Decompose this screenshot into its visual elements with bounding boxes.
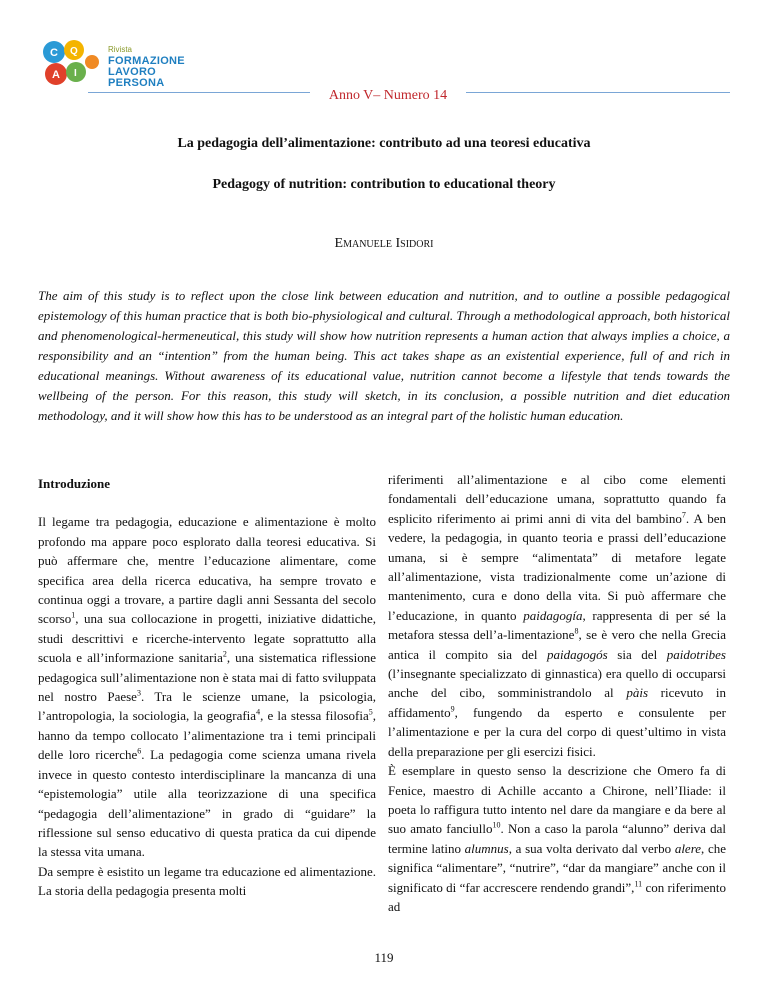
text-run: , a sua volta derivato dal verbo bbox=[508, 840, 675, 856]
footnote-ref: 9 bbox=[450, 704, 455, 714]
text-run: , fungendo da esperto e consulente per l’alimentazione e per la cura del corpo di quest’ultimo in vista della preparazione per gli esercizi fisici. bbox=[388, 704, 726, 759]
header-rule-left bbox=[88, 92, 310, 93]
italic-term: alumnus bbox=[464, 840, 509, 856]
author-name bbox=[0, 236, 768, 252]
text-run: riferimenti all’alimentazione e al cibo come elementi fondamentali dell’educazione umana, soprattutto quando fa esplicito riferimento ai primi anni di vita del bambino bbox=[388, 472, 726, 526]
body-paragraph bbox=[388, 470, 726, 761]
text-run: , hanno da tempo collocato l’alimentazione tra i temi principali delle loro ricerche bbox=[38, 708, 376, 763]
text-run: con riferimento ad bbox=[388, 879, 726, 914]
footnote-ref: 5 bbox=[368, 708, 373, 718]
logo-line-persona: PERSONA bbox=[108, 77, 165, 89]
article-title-italian: La pedagogia dell’alimentazione: contributo ad una teoresi educativa bbox=[177, 136, 591, 151]
body-paragraph bbox=[388, 761, 726, 916]
logo-badge-q: Q bbox=[70, 46, 78, 57]
text-run: Il legame tra pedagogia, educazione e alimentazione è molto profondo ma appare poco esplorato dalla teoresi educativa. Si può affermare che, mentre l’educazione alimentare, come specifica area della ricerca educativa, ha sempre trovato e continua oggi a trovare, a partire dagli anni Sessanta del secolo scorso bbox=[38, 514, 376, 627]
section-heading: Introduzione bbox=[38, 476, 110, 491]
text-run: , rappresenta di per sé la metafora stessa dell’a-limentazione bbox=[388, 607, 726, 643]
text-run: . A ben vedere, la pedagogia, in quanto teoria e prassi dell’educazione umana, si è sempre “alimentata” di metafore legate all’alimentazione, vista tradizionalmente come un’azione di mantenimento, cura e dono della vita. Si può affermare che l’educazione, in quanto bbox=[388, 510, 726, 623]
text-run: ricevuto in affidamento bbox=[388, 685, 726, 720]
footnote-ref: 3 bbox=[136, 688, 141, 698]
footnote-ref: 11 bbox=[634, 879, 643, 889]
logo-line-lavoro: LAVORO bbox=[108, 66, 157, 78]
issue-label: Anno V– Numero 14 bbox=[328, 88, 448, 103]
text-run: Da sempre è esistito un legame tra educazione ed alimentazione. La storia della pedagogia presenta molti bbox=[38, 863, 376, 899]
italic-term: pàis bbox=[626, 685, 648, 701]
text-run: . Non a caso la parola “alunno” deriva dal termine latino bbox=[388, 821, 727, 856]
author-last-name: Isidori bbox=[395, 236, 434, 251]
footnote-ref: 7 bbox=[681, 510, 686, 520]
text-run: , e la stessa filosofia bbox=[260, 708, 369, 724]
body-paragraph bbox=[38, 512, 376, 861]
italic-term: paidagogós bbox=[547, 646, 608, 662]
body-column-left bbox=[38, 474, 376, 901]
logo-badge-i: I bbox=[74, 68, 77, 79]
journal-logo-text bbox=[108, 44, 185, 89]
author-first-name: Emanuele bbox=[334, 236, 392, 251]
italic-term: paidotribes bbox=[666, 646, 726, 662]
logo-badge-a: A bbox=[52, 69, 60, 81]
article-title-english: Pedagogy of nutrition: contribution to educational theory bbox=[212, 177, 556, 192]
text-run: , se è vero che nella Grecia antica il compito sia del bbox=[388, 627, 726, 662]
footnote-ref: 8 bbox=[574, 626, 579, 636]
footnote-ref: 10 bbox=[492, 820, 501, 830]
text-run: . Tra le scienze umane, la psicologia, l’antropologia, la sociologia, la geografia bbox=[38, 689, 376, 724]
text-run: , che significa “alimentare”, “nutrire”, “dar da mangiare” anche con il significato di “far accrescere rendendo grandi”, bbox=[388, 840, 727, 895]
text-run: sia del bbox=[607, 646, 667, 662]
footnote-ref: 6 bbox=[137, 746, 142, 756]
header-rule-right bbox=[466, 92, 730, 93]
text-run: È esemplare in questo senso la descrizione che Omero fa di Fenice, maestro di Achille accanto a Chirone, nell’Iliade: il poeta lo raffigura tutto intento nel dare da mangiare e da bere al suo amato fanciullo bbox=[388, 763, 726, 837]
text-run: , una sistematica riflessione pedagogica sull’alimentazione non è stata mai di fatto sviluppata nel nostro Paese bbox=[38, 650, 376, 705]
footnote-ref: 4 bbox=[256, 708, 261, 718]
body-paragraph bbox=[38, 862, 376, 901]
footnote-ref: 2 bbox=[222, 649, 227, 659]
page-number: 119 bbox=[374, 950, 394, 965]
body-column-right bbox=[388, 470, 726, 916]
logo-line-formazione: FORMAZIONE bbox=[108, 55, 185, 67]
italic-term: paidagogía bbox=[523, 607, 583, 623]
text-run: . La pedagogia come scienza umana rivela invece in questo contesto interdisciplinare la mancanza di una “epistemologia” utile alla teorizzazione di una specifica “pedagogia dell’alimentazione” in grado di “guidare” la riflessione sul senso educativo di questa pratica da cui dipende la stessa vita umana. bbox=[38, 747, 376, 860]
italic-term: alere bbox=[674, 840, 702, 856]
text-run: (l’insegnante specializzato di ginnastica) era quello di occuparsi anche del cibo, somministrandolo al bbox=[388, 666, 726, 701]
abstract: The aim of this study is to reflect upon the close link between education and nutrition, and to outline a possible pedagogical epistemology of this human practice that is both bio-physiological and cultural. Through a methodological approach, both historical and phenomenological-hermeneutical, this study will show how nutrition represents a human action that always implies a choice, a responsibility and an “intention” from the human being. This act takes shape as an existential experience, full of and rich in educational meanings. Without awareness of its educational value, nutrition cannot become a lifestyle that tends towards the wellbeing of the person. For this reason, this study will sketch, in its conclusion, a possible nutrition and diet education methodology, and it will show how this has to be understood as an integral part of the holistic human education. bbox=[38, 288, 730, 423]
logo-line-rivista: Rivista bbox=[108, 45, 133, 54]
footnote-ref: 1 bbox=[71, 611, 76, 621]
logo-badge-c: C bbox=[50, 47, 58, 59]
text-run: , una sua collocazione in progetti, iniziative didattiche, studi descrittivi e ricerche-intervento legate soprattutto alla scuola e all’informazione sanitaria bbox=[38, 611, 376, 666]
